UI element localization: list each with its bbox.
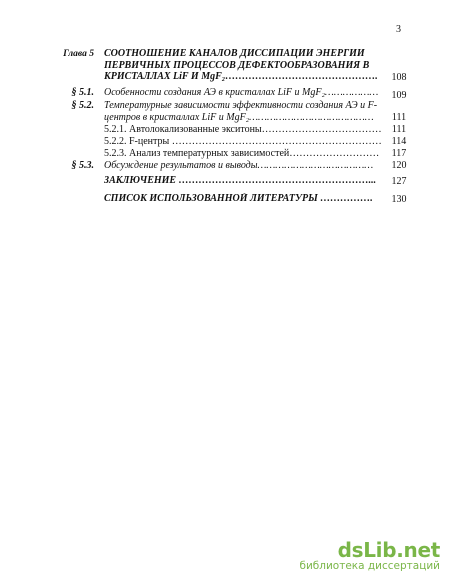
section-label: § 5.3. [71,160,94,171]
toc-page-number: 111 [391,112,407,123]
logo-left: ds [337,538,364,562]
dslib-watermark [299,538,440,572]
dslib-logo [299,538,440,562]
chapter-title-line: СООТНОШЕНИЕ КАНАЛОВ ДИССИПАЦИИ ЭНЕРГИИ [104,48,365,59]
section-title-line: Температурные зависимости эффективности создания АЭ и F- [104,100,378,111]
subsection-title: 5.2.1. Автолокализованные экситоны……………………………… [104,124,382,135]
toc-page-number: 108 [391,72,407,83]
chapter-title-line: КРИСТАЛЛАХ LiF И MgF₂………………………………………. [104,71,378,82]
section-title: Особенности создания АЭ в кристаллах LiF и MgF₂……………… [104,87,379,98]
section-label: § 5.1. [71,87,94,98]
section-title [104,100,382,123]
subsection-title: 5.2.2. F-центры ……………………………………………………… [104,136,382,147]
references-title: СПИСОК ИСПОЛЬЗОВАННОЙ ЛИТЕРАТУРЫ ……………. [104,193,373,204]
section-label: § 5.2. [71,100,94,111]
toc-page-number: 127 [391,176,407,187]
page-number: 3 [396,24,401,35]
toc-page-number: 114 [391,136,407,147]
subsection-title: 5.2.3. Анализ температурных зависимостей……………………… [104,148,380,159]
section-title: Обсуждение результатов и выводы………………………………… [104,160,374,171]
logo-right: Lib.net [363,538,440,562]
toc-page-number: 120 [391,160,407,171]
chapter-title-line: ПЕРВИЧНЫХ ПРОЦЕССОВ ДЕФЕКТООБРАЗОВАНИЯ В [104,59,370,71]
toc-page-number: 130 [391,194,407,205]
toc-page-number: 109 [391,90,407,101]
conclusion-title: ЗАКЛЮЧЕНИЕ …………………………………………………... [104,175,377,186]
chapter-title [104,48,382,83]
toc-page-number: 117 [391,148,407,159]
chapter-label: Глава 5 [63,49,94,59]
toc-page-number: 111 [391,124,407,135]
dslib-tagline: библиотека диссертаций [299,560,440,572]
section-title-line: центров в кристаллах LiF и MgF₂…………………………………… [104,111,374,123]
